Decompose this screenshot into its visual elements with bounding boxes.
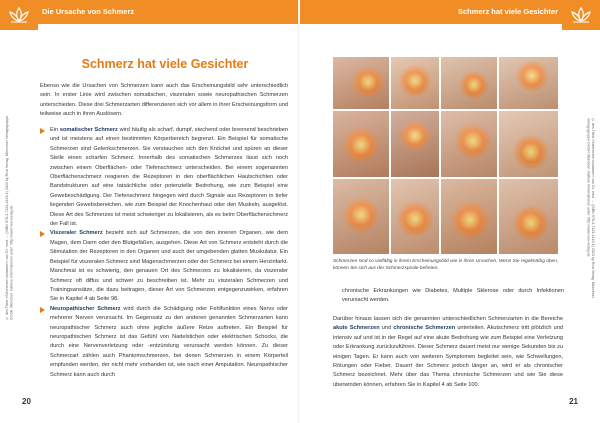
photo-arm	[441, 111, 497, 177]
bullet-text: bezieht sich auf Schmerzen, die von den inneren Organen, wie dem Magen, dem Darm oder den Blutgefäßen, ausgehen. Diese Art von Schmerz entsteht durch die Stimulation der Rezeptoren in den Organen und auch der umgebenden glatten Muskulatur. Ein Beispiel für viszeralen Schmerz sind Magenschmerzen oder der Schmerz bei einem Herzinfarkt. Manchmal ist es schwierig, den genauen Ort des Schmerzes zu lokalisieren, da viszeraler Schmerz oft diffus und schwer zu beschreiben ist. Mehr zu viszeralen Schmerzen und Trainingsansätze, die dazu beitragen, dieser Art von Schmerzen entgegenzuwirken, erfahren Sie in Kapitel 4 ab Seite 98.	[50, 230, 288, 303]
lotus-icon	[562, 0, 600, 30]
bullet-somatic	[40, 126, 288, 229]
copyright-note: © des Titels »Schmerzen loslassen« von Dr. med. … (ISBN 978-3-7423-2449-1) 2023 by Riva Verlag, Münchner Verlagsgruppe GmbH, München. Nähere Informationen unter: http://www.riva-verlag.de	[5, 115, 14, 320]
photo-abdomen	[391, 57, 439, 109]
page-number: 20	[22, 397, 31, 406]
term-visceral: Viszeraler Schmerz	[50, 230, 103, 237]
bullet-list	[40, 126, 288, 380]
photo-knee	[333, 111, 389, 177]
running-header: Die Ursache von Schmerz	[42, 7, 135, 16]
photo-shoulder	[333, 57, 389, 109]
acute-chronic-paragraph	[333, 315, 563, 390]
image-caption: Schmerzen sind so vielfältig in ihrem Erscheinungsbild wie in ihren Ursachen. Wenn Sie regelmäßig üben, können Sie sich aus der Schmerzspirale befreien.	[333, 259, 559, 271]
bullet-visceral	[40, 229, 288, 304]
triangle-arrow-icon	[40, 231, 45, 237]
lotus-icon	[0, 0, 38, 30]
photo-neck	[499, 57, 558, 109]
bullet-text: wird häufig als scharf, dumpf, stechend oder brennend beschrieben und ist meistens auf einen bestimmten Körperbereich begrenzt. Ein Beispiel für somatische Schmerzen sind Gelenkschmerzen. Sie verstauchen sich den Knöchel und spüren an dieser Stelle einen scharfen Schmerz. Innerhalb des somatischen Schmerzes lässt sich noch zwischen einem Oberflächen- oder Tiefenschmerz unterscheiden. Bei einem sogenannten Oberflächenschmerz reagieren die Rezeptoren in den oberflächlichen Hautschichten oder Bandstrukturen auf eine tatsächliche oder potenzielle Bedrohung, wie zum Beispiel eine Gewebeschädigung. Der Tiefenschmerz hingegen wird durch Signale aus Rezeptoren in tiefer liegenden Gewebsbereichen, wie zum Beispiel der Knochenhaut oder den Muskeln, ausgelöst. Diese Art des Schmerzes ist meist schwieriger zu lokalisieren, als es beim Oberflächenschmerz der Fall ist.	[50, 127, 289, 228]
paragraph-text: und	[379, 325, 394, 332]
photo-lower-back	[499, 111, 558, 177]
photo-hip	[499, 179, 558, 254]
photo-back	[441, 57, 497, 109]
triangle-arrow-icon	[40, 307, 45, 313]
right-page	[300, 0, 600, 423]
copyright-note: © des Titels »Schmerzen loslassen« von Dr. med. … (ISBN 978-3-7423-2449-1) 2023 by Riva Verlag, Münchner Verlagsgruppe GmbH, München. Nähere Informationen unter: http://www.riva-verlag.de	[586, 118, 595, 298]
photo-chest	[333, 179, 389, 254]
bullet-neuropathic	[40, 305, 288, 380]
term-chronic: chronische Schmerzen	[393, 325, 456, 332]
pain-photo-grid	[333, 57, 558, 254]
photo-neck-pain	[391, 111, 439, 177]
bullet-text: Ein	[50, 127, 60, 133]
page-title: Schmerz hat viele Gesichter	[81, 57, 249, 71]
continuation-text: chronische Erkrankungen wie Diabetes, Multiple Sklerose oder durch Infektionen verursacht werden.	[342, 288, 564, 304]
running-header: Schmerz hat viele Gesichter	[457, 7, 558, 16]
page-number: 21	[569, 397, 578, 406]
intro-paragraph: Ebenso wie die Ursachen von Schmerzen kann auch das Erscheinungsbild sehr unterschiedlich sein. In erster Linie wird zwischen somatischen, viszeralen sowie neuropathischen Schmerzen unterschieden. Diese drei Schmerzarten differenzieren sich vor allem in ihrer Erscheinungsform und teilweise auch in ihren Auslösern.	[40, 83, 288, 118]
term-acute: akute Schmerzen	[333, 325, 380, 332]
bullet-text: wird durch die Schädigung oder Fehlfunktion eines Nervs oder mehrerer Nerven verursacht. Im Gegensatz zu den anderen genannten Schmerzarten kann neuropathischer Schmerz auch ohne jegliche äußere Reize auftreten. Ein Beispiel für neuropathischen Schmerz ist das Gefühl von Nadelstichen oder elektrischen Schocks, die durch eine Nervenverletzung oder -entzündung verursacht werden können. Zu dieser Schmerzart zählen auch Phantomschmerzen, bei denen Schmerzen in einem Körperteil empfunden werden, der nicht mehr vorhanden ist, wie nach einer Amputation. Neuropathischer Schmerz kann auch durch	[50, 305, 289, 378]
photo-stomach	[441, 179, 497, 254]
term-neuropathic: Neuropathischer Schmerz	[50, 305, 121, 312]
paragraph-text: unterteilen. Akutschmerz tritt plötzlich und intensiv auf und ist in der Regel auf eine akute Bedrohung wie zum Beispiel eine Verletzung oder Erkrankung zurückzuführen. Dieser Schmerz dauert meist nur wenige Sekunden bis zu einigen Tagen. Er kann auch von weiteren Symptomen begleitet sein, wie Schwellungen, Rötungen oder Fieber. Dauert der Schmerz jedoch länger an, wird er als chronischer Schmerz bezeichnet. Mehr über das Thema chronische Schmerzen und wie Sie diese überwinden können, erfahren Sie in Kapitel 4 ab Seite 100.	[333, 325, 563, 388]
paragraph-text: Darüber hinaus lassen sich die genannten unterschiedlichen Schmerzarten in die Bereiche	[333, 316, 563, 322]
triangle-arrow-icon	[40, 128, 45, 134]
photo-torso	[391, 179, 439, 254]
term-somatic: somatischer Schmerz	[59, 127, 118, 133]
